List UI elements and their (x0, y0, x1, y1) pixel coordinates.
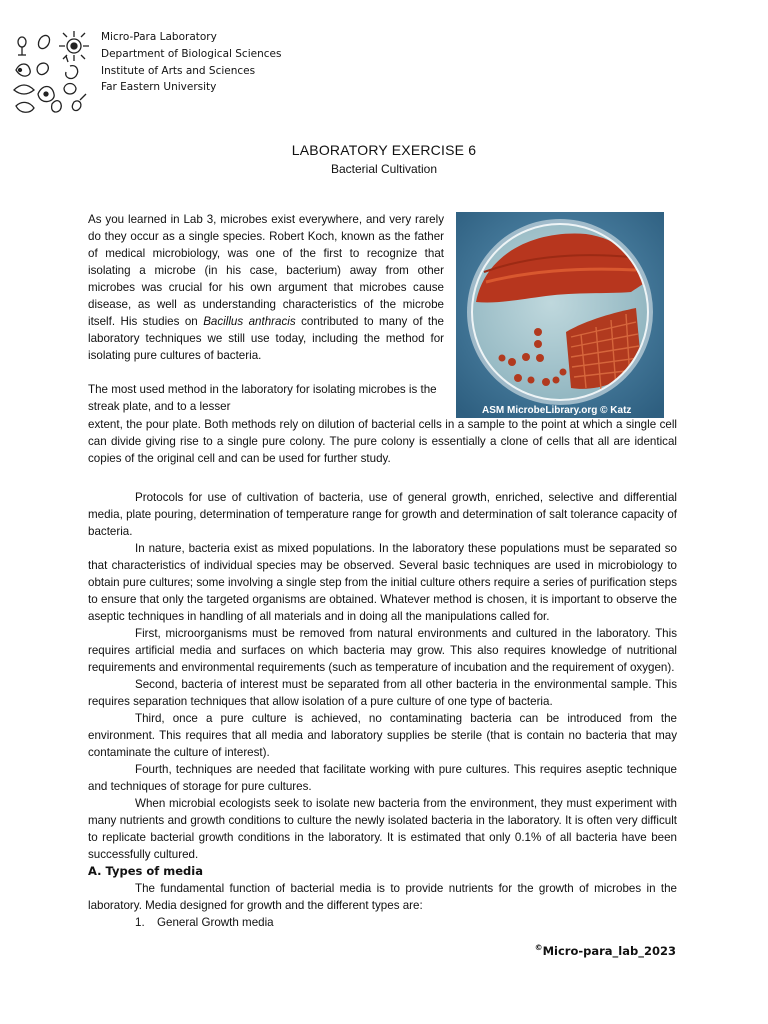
body-paragraph: Protocols for use of cultivation of bacteria, use of general growth, enriched, selective and differential media, plate pouring, determination of temperature range for growth and determination of salt tolerance capacity of bacteria. (88, 491, 677, 538)
header-university: Far Eastern University (101, 81, 217, 94)
header-department: Department of Biological Sciences (101, 47, 282, 60)
document-title: LABORATORY EXERCISE 6 (291, 142, 477, 158)
intro-paragraph-1: As you learned in Lab 3, microbes exist everywhere, and very rarely do they occur as a single species. Robert Koch, known as the father of medical microbiology, was one of the first to recognize that isolating a microbe (in his case, bacterium) away from other microbes was crucial for his own argument that microbes cause disease, as well as understanding characteristics of the microbe itself. His studies on Bacillus anthracis contributed to many of the laboratory techniques we still use today, including the method for isolating pure cultures of bacteria. (88, 213, 445, 362)
body-text (88, 489, 677, 931)
microbe-sketch-logo (8, 28, 92, 116)
body-paragraph: When microbial ecologists seek to isolate new bacteria from the environment, they must experiment with many nutrients and growth conditions to culture the newly isolated bacteria in the laboratory. It is often very difficult to replicate bacterial growth conditions in the laboratory. It is estimated that only 0.1% of all bacteria have been successfully cultured. (88, 797, 677, 861)
body-paragraph: Fourth, techniques are needed that facilitate working with pure cultures. This requires aseptic technique and techniques of storage for pure cultures. (88, 763, 677, 793)
header-institute: Institute of Arts and Sciences (101, 64, 256, 77)
intro-column (88, 211, 444, 415)
section-heading: A. Types of media (88, 864, 203, 878)
document-subtitle: Bacterial Cultivation (330, 162, 438, 176)
intro-paragraph-2-continued: extent, the pour plate. Both methods rely on dilution of bacterial cells in a sample to the point at which a single cell can divide giving rise to a single pure colony. The pure colony is essentially a clone of cells that all are identical copies of the original cell and can be used for further study. (88, 418, 677, 465)
body-paragraph: Second, bacteria of interest must be separated from all other bacteria in the environmental sample. This requires separation techniques that allow isolation of a pure culture of one type of bacteria. (88, 678, 677, 708)
list-item: 1. General Growth media (135, 916, 274, 929)
copyright-footer: ©Micro-para_lab_2023 (534, 943, 676, 958)
intro-paragraph-2-start: The most used method in the laboratory for isolating microbes is the streak plate, and to a lesser (88, 383, 437, 413)
body-paragraph: Third, once a pure culture is achieved, no contaminating bacteria can be introduced from the environment. This requires that all media and laboratory supplies be sterile (that is contain no bacteria that may contaminate the culture of interest). (88, 712, 677, 759)
body-paragraph: In nature, bacteria exist as mixed populations. In the laboratory these populations must be separated so that characteristics of individual species may be observed. Several basic techniques are used in microbiology to obtain pure cultures; some involving a single step from the initial culture others require a series of purification steps to ensure that only the targeted organisms are obtained. Whatever method is chosen, it is important to observe the aseptic techniques in handling of all materials and in doing all the manipulations called for. (88, 542, 677, 623)
copyright-symbol: © (534, 943, 543, 952)
petri-dish-photo (456, 212, 664, 418)
photo-caption: ASM MicrobeLibrary.org © Katz (482, 405, 632, 416)
body-paragraph: First, microorganisms must be removed from natural environments and cultured in the laboratory. This requires artificial media and surfaces on which bacteria may grow. This also requires knowledge of nutritional requirements and environmental requirements (such as temperature of incubation and the requirement of oxygen). (88, 627, 677, 674)
header-lab-name: Micro-Para Laboratory (101, 31, 217, 43)
species-name: Bacillus anthracis (203, 315, 296, 328)
institution-header (101, 29, 281, 96)
section-paragraph: The fundamental function of bacterial media is to provide nutrients for the growth of microbes in the laboratory. Media designed for growth and the different types are: (88, 882, 677, 912)
title-block (0, 142, 768, 177)
